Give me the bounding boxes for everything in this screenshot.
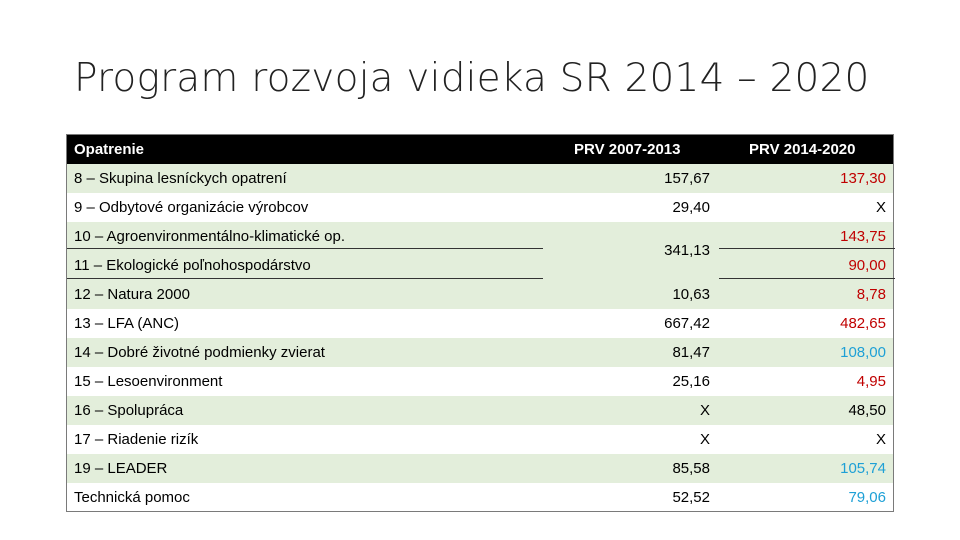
row-label: 17 – Riadenie rizík: [74, 431, 199, 448]
row-label: 16 – Spolupráca: [74, 402, 184, 419]
table-row: [67, 309, 893, 338]
value-prv2007: 85,58: [672, 460, 710, 477]
value-prv2007: X: [699, 402, 710, 419]
merged-row-group: [67, 222, 893, 280]
table-row: [67, 338, 893, 367]
row-label: 10 – Agroenvironmentálno-klimatické op.: [74, 228, 345, 245]
row-divider: [67, 278, 543, 279]
header-prv-2007-2013: PRV 2007-2013: [574, 141, 681, 158]
row-label: 12 – Natura 2000: [74, 286, 190, 303]
measures-table: [66, 134, 894, 512]
table-row: [67, 367, 893, 396]
row-label: 15 – Lesoenvironment: [74, 373, 223, 390]
value-prv2014: 4,95: [856, 373, 886, 390]
row-label: Technická pomoc: [74, 489, 190, 506]
row-label: 19 – LEADER: [74, 460, 168, 477]
table-row: [67, 454, 893, 483]
row-divider: [719, 278, 895, 279]
value-prv2007: 157,67: [664, 170, 710, 187]
value-prv2014: 108,00: [840, 344, 886, 361]
table-row: [67, 425, 893, 454]
value-prv2014: 79,06: [848, 489, 886, 506]
value-prv2014: 143,75: [840, 228, 886, 245]
value-prv2007: 52,52: [672, 489, 710, 506]
header-prv-2014-2020: PRV 2014-2020: [749, 141, 856, 158]
value-prv2007: 81,47: [672, 344, 710, 361]
value-prv2007: 667,42: [664, 315, 710, 332]
value-prv2014: 48,50: [848, 402, 886, 419]
value-prv2007: X: [699, 431, 710, 448]
row-label: 13 – LFA (ANC): [74, 315, 180, 332]
value-prv2014: X: [875, 199, 886, 216]
table-row: [67, 483, 893, 512]
row-label: 11 – Ekologické poľnohospodárstvo: [74, 257, 311, 274]
slide-title: Program rozvoja vidieka SR 2014 – 2020: [74, 56, 870, 101]
value-prv2014: 482,65: [840, 315, 886, 332]
table-row: [67, 193, 893, 222]
value-prv2007: 25,16: [672, 373, 710, 390]
header-opatrenie: Opatrenie: [74, 141, 145, 158]
value-prv2014: 105,74: [840, 460, 886, 477]
row-label: 9 – Odbytové organizácie výrobcov: [74, 199, 309, 216]
table-row: [67, 396, 893, 425]
value-prv2007-merged: 341,13: [664, 242, 710, 259]
table-row: [67, 164, 893, 193]
table-header: [67, 135, 893, 164]
row-divider: [67, 248, 543, 249]
row-divider: [719, 248, 895, 249]
value-prv2007: 29,40: [672, 199, 710, 216]
value-prv2014: 90,00: [848, 257, 886, 274]
row-label: 14 – Dobré životné podmienky zvierat: [74, 344, 325, 361]
value-prv2007: 10,63: [672, 286, 710, 303]
table-row: [67, 280, 893, 309]
value-prv2014: 137,30: [840, 170, 886, 187]
value-prv2014: 8,78: [856, 286, 886, 303]
row-label: 8 – Skupina lesníckych opatrení: [74, 170, 287, 187]
value-prv2014: X: [875, 431, 886, 448]
